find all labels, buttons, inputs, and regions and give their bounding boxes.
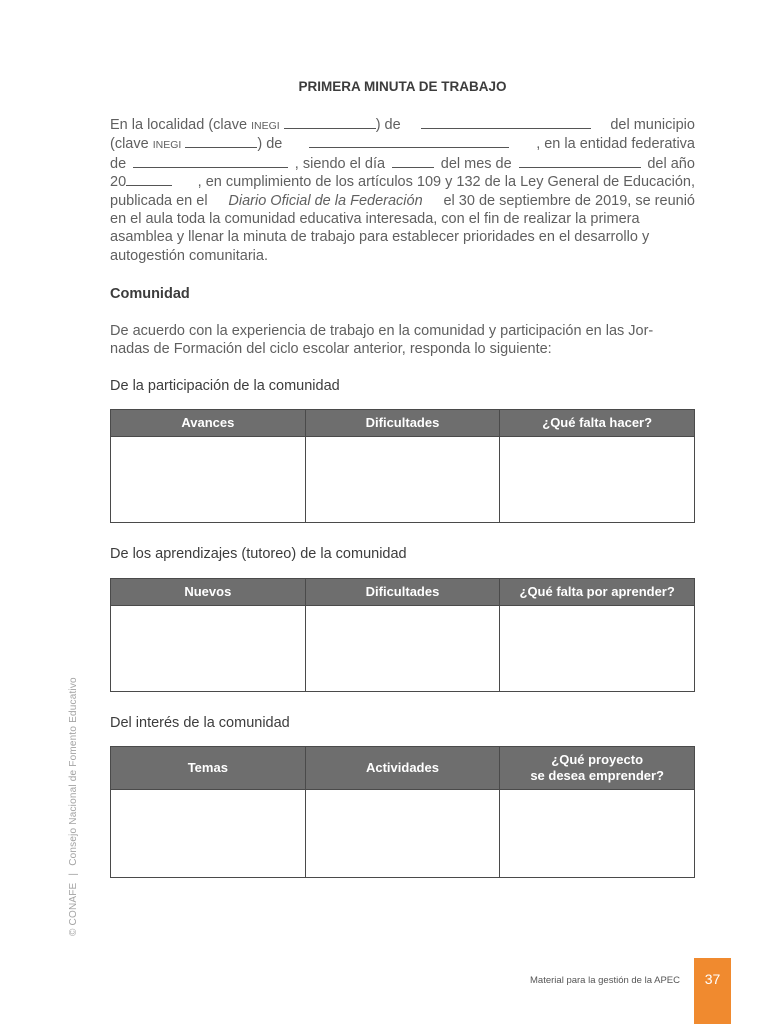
sidebar-credit <box>68 677 79 936</box>
column-header-dificultades: Dificultades <box>305 410 500 437</box>
column-header-que-falta-por-aprender: ¿Qué falta por aprender? <box>500 579 695 606</box>
column-header-avances: Avances <box>111 410 306 437</box>
blank-field-clave-municipio[interactable] <box>185 135 257 148</box>
paragraph-line-7: asamblea y llenar la minuta de trabajo para establecer prioridades en el desarrollo y <box>110 229 650 246</box>
paragraph-line-3 <box>110 155 695 173</box>
column-header-temas: Temas <box>111 747 306 790</box>
text-segment: , siendo el día <box>294 155 386 172</box>
copyright-org: © CONAFE <box>68 882 79 936</box>
table-participacion <box>110 409 695 523</box>
table-cell-avances[interactable] <box>111 437 306 523</box>
text-segment: , en la entidad federativa <box>536 136 695 153</box>
paragraph-line-8: autogestión comunitaria. <box>110 247 268 264</box>
page-number: 37 <box>694 958 731 1024</box>
header-line: se desea emprender? <box>530 768 664 783</box>
table-aprendizajes <box>110 578 695 692</box>
table-cell-nuevos[interactable] <box>111 606 306 692</box>
blank-field-anio[interactable] <box>126 173 172 186</box>
italic-citation: Diario Oficial de la Federación <box>228 192 423 209</box>
text-segment: (clave INEGI ) de <box>110 136 283 153</box>
column-header-actividades: Actividades <box>305 747 500 790</box>
intro-line-2: nadas de Formación del ciclo escolar anterior, responda lo siguiente: <box>110 341 552 358</box>
column-header-que-proyecto <box>500 747 695 790</box>
table-cell-que-proyecto[interactable] <box>500 790 695 878</box>
separator: | <box>68 872 79 876</box>
paragraph-line-6: en el aula toda la comunidad educativa interesada, con el fin de realizar la primera <box>110 211 640 228</box>
text-segment: el 30 de septiembre de 2019, se reunió <box>443 192 695 209</box>
text-segment: publicada en el <box>110 192 208 209</box>
text-segment: del mes de <box>440 155 512 172</box>
table-cell-que-falta-hacer[interactable] <box>500 437 695 523</box>
table-interes <box>110 746 695 878</box>
paragraph-line-5 <box>110 192 695 210</box>
blank-field-mes[interactable] <box>519 155 641 168</box>
blank-field-municipio[interactable] <box>309 135 509 148</box>
column-header-que-falta-hacer: ¿Qué falta hacer? <box>500 410 695 437</box>
blank-field-entidad[interactable] <box>133 155 288 168</box>
table-cell-que-falta-por-aprender[interactable] <box>500 606 695 692</box>
text-segment: 20 <box>110 173 172 191</box>
header-line: ¿Qué proyecto <box>551 752 644 767</box>
intro-paragraph <box>110 322 695 359</box>
table-cell-actividades[interactable] <box>305 790 500 878</box>
page-title: PRIMERA MINUTA DE TRABAJO <box>298 79 507 94</box>
text-segment: del municipio <box>610 117 695 133</box>
org-name: Consejo Nacional de Fomento Educativo <box>68 677 79 866</box>
intro-line-1: De acuerdo con la experiencia de trabajo en la comunidad y participación en las Jor- <box>110 323 654 339</box>
table-cell-dificultades[interactable] <box>305 437 500 523</box>
blank-field-dia[interactable] <box>392 155 434 168</box>
footer-text: Material para la gestión de la APEC <box>530 975 680 986</box>
text-segment: , en cumplimiento de los artículos 109 y 132 de la Ley General de Educación, <box>197 174 695 191</box>
table-cell-temas[interactable] <box>111 790 306 878</box>
paragraph-line-4 <box>110 173 695 191</box>
column-header-nuevos: Nuevos <box>111 579 306 606</box>
table-heading-aprendizajes: De los aprendizajes (tutoreo) de la comunidad <box>110 546 407 562</box>
blank-field-localidad[interactable] <box>421 116 591 129</box>
text-segment: de <box>110 155 127 172</box>
paragraph-line-2 <box>110 135 695 154</box>
opening-paragraph <box>110 116 695 265</box>
text-segment: del año <box>647 155 695 172</box>
table-heading-participacion: De la participación de la comunidad <box>110 378 340 394</box>
column-header-dificultades: Dificultades <box>305 579 500 606</box>
table-cell-dificultades[interactable] <box>305 606 500 692</box>
section-heading: Comunidad <box>110 286 190 302</box>
blank-field-clave-localidad[interactable] <box>284 116 376 129</box>
text-segment: En la localidad (clave INEGI ) de <box>110 117 401 133</box>
table-heading-interes: Del interés de la comunidad <box>110 715 290 731</box>
paragraph-line-1 <box>110 116 695 135</box>
